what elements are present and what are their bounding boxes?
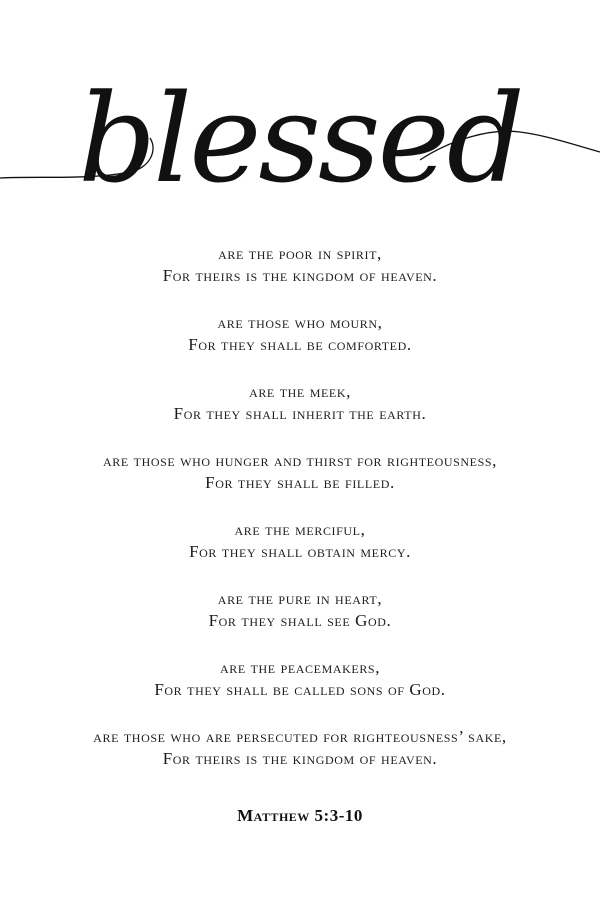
beatitudes-list (0, 243, 600, 795)
verse-line: For they shall see God. (208, 611, 392, 630)
verse-4 (0, 450, 600, 519)
verse-6 (0, 588, 600, 657)
verse-line: are the pure in heart, (217, 589, 383, 608)
title-area (0, 0, 600, 230)
verse-line: For they shall be called sons of God. (154, 680, 446, 699)
verse-line: are the merciful, (234, 520, 366, 539)
verse-line: are those who mourn, (217, 313, 383, 332)
verse-line: are the meek, (249, 382, 351, 401)
verse-2 (0, 312, 600, 381)
verse-1 (0, 243, 600, 312)
verse-line: are the poor in spirit, (218, 244, 382, 263)
verse-7 (0, 657, 600, 726)
verse-3 (0, 381, 600, 450)
verse-line: For they shall be filled. (205, 473, 395, 492)
verse-5 (0, 519, 600, 588)
verse-8 (0, 726, 600, 795)
verse-line: are those who hunger and thirst for righteousness, (102, 451, 497, 470)
verse-line: are those who are persecuted for righteousness’ sake, (93, 727, 507, 746)
script-title: blessed (78, 68, 522, 210)
verse-line: For they shall inherit the earth. (173, 404, 427, 423)
scripture-reference: Matthew 5:3-10 (237, 806, 363, 825)
verse-line: For theirs is the kingdom of heaven. (162, 749, 438, 768)
verse-line: For theirs is the kingdom of heaven. (162, 266, 438, 285)
verse-line: For they shall obtain mercy. (189, 542, 411, 561)
verse-line: For they shall be comforted. (188, 335, 412, 354)
verse-line: are the peacemakers, (219, 658, 381, 677)
